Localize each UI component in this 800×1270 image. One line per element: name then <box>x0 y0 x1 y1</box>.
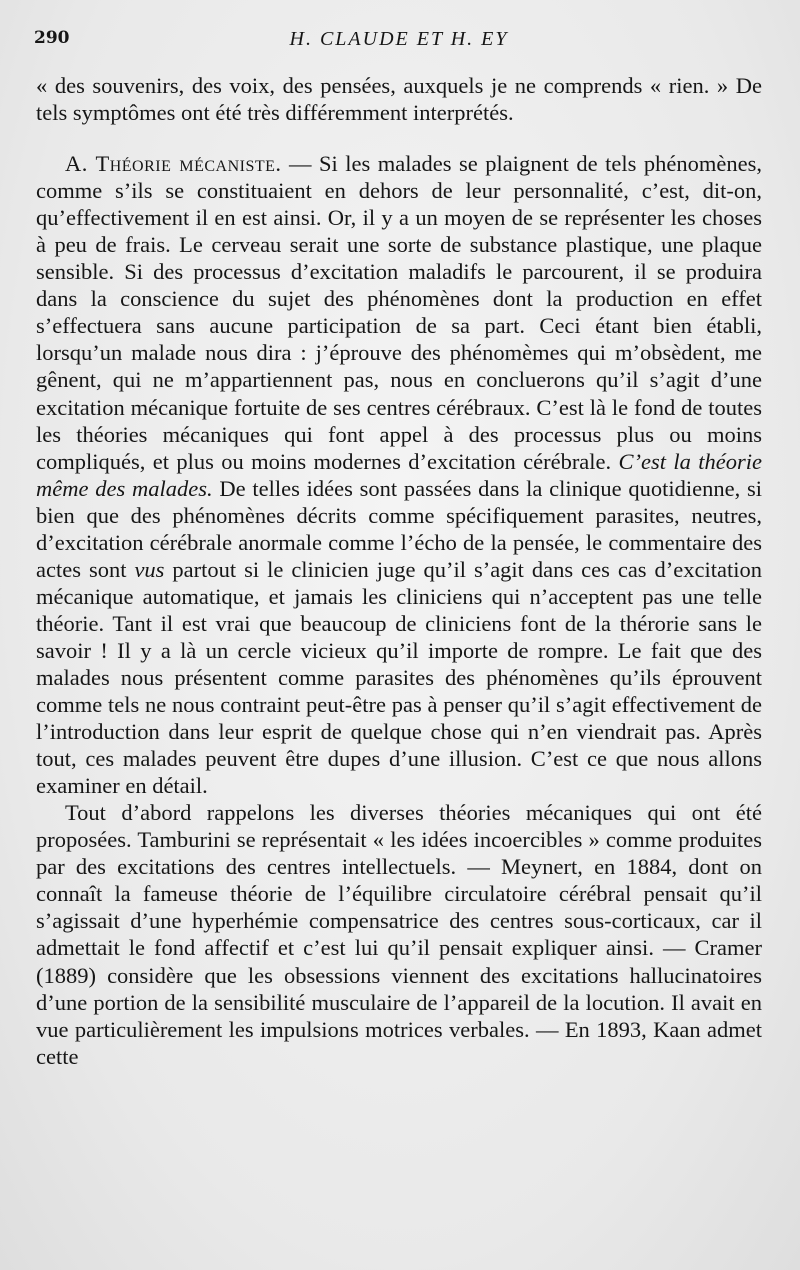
paragraph-quote-continuation: « des souvenirs, des voix, des pensées, auxquels je ne comprends « rien. » De tels symptômes ont été très différemment interprétés. <box>36 73 762 126</box>
paragraph-text: De telles idées sont passées dans la clinique quotidienne, si bien que des phénomènes décrits comme spécifiquement parasites, neutres, d’excitation cérébrale anormale comme l’écho de la pensée, le commentaire des actes sont <box>36 475 762 582</box>
italic-phrase: C’est la théorie même des malades. <box>36 448 762 501</box>
paragraph-text: — Si les malades se plaignent de tels phénomènes, comme s’ils se constituaient en dehors de leur personnalité, c’est, dit-on, qu’effectivement il en est ainsi. Or, il y a un moyen de se représenter les choses à peu de frais. Le cerveau serait une sorte de substance plastique, une plaque sensible. Si des processus d’excitation maladifs le parcourent, il se produira dans la conscience du sujet des phénomènes dont la production en effet s’effectuera sans aucune participation de sa part. Ceci étant bien établi, lorsqu’un malade nous dira : j’éprouve des phénomèmes qui m’obsèdent, me gênent, qui ne m’appartiennent pas, nous en concluerons qu’il s’agit d’une excitation mécanique fortuite de ses centres cérébraux. C’est là le fond de toutes les théories mécaniques qui font appel à des processus plus ou moins compliqués, et plus ou moins modernes d’excitation cérébrale. <box>36 151 762 474</box>
page-header <box>34 28 764 58</box>
paragraph-text: partout si le clinicien juge qu’il s’agit dans ces cas d’excitation mécanique automatique, et jamais les cliniciens qui n’acceptent pas une telle théorie. Tant il est vrai que beaucoup de cliniciens font de la thérorie sans le savoir ! Il y a là un cercle vicieux qu’il importe de rompre. Le fait que des malades nous présentent comme parasites des phénomènes qu’ils éprouvent comme tels ne nous contraint peut-être pas à penser qu’il s’agit effectivement de l’introduction dans leur esprit de quelque chose qui n’en viendrait pas. Après tout, ces malades peuvent être dupes d’une illusion. C’est ce que nous allons examiner en détail. <box>36 556 762 799</box>
body-text <box>36 72 762 1070</box>
paragraph-mechanistic-theory <box>36 150 762 799</box>
italic-word: vus <box>134 556 165 582</box>
section-heading: A. Théorie mécaniste. <box>65 151 282 177</box>
paragraph-theories-review: Tout d’abord rappelons les diverses théories mécaniques qui ont été proposées. Tamburini se représentait « les idées incoercibles » comme produites par des excitations des centres intellectuels. — Meynert, en 1884, dont on connaît la fameuse théorie de l’équilibre circulatoire cérébral pensait qu’il s’agissait d’une hyperhémie compensatrice des centres sous-corticaux, car il admettait le fond affectif et c’est lui qu’il pensait expliquer ainsi. — Cramer (1889) considère que les obsessions viennent des excitations hallucinatoires d’une portion de la sensibilité musculaire de l’appareil de la locution. Il avait en vue particulièrement les impulsions motrices verbales. — En 1893, Kaan admet cette <box>36 800 762 1069</box>
page-number: 290 <box>34 28 70 48</box>
running-head: H. CLAUDE ET H. EY <box>289 28 509 50</box>
